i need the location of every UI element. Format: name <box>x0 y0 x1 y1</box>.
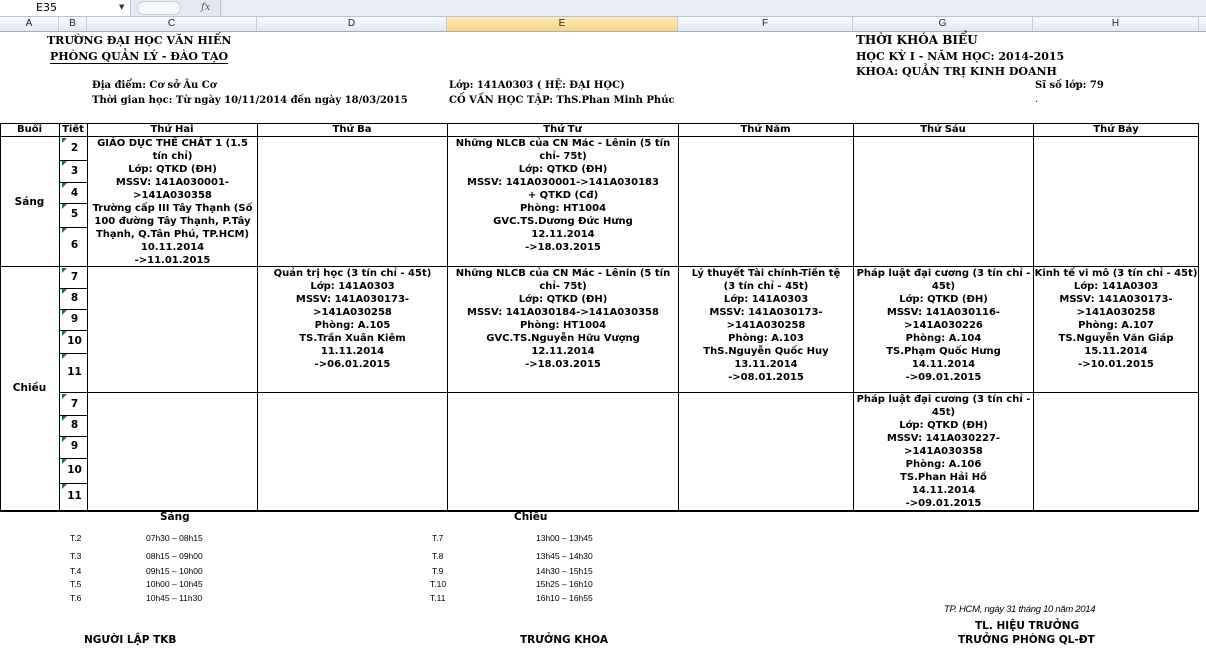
period-5: 5 <box>70 208 79 220</box>
tl-principal: TL. HIỆU TRƯỞNG <box>975 620 1080 632</box>
course-line: Lớp: QTKD (ĐH) <box>518 164 608 175</box>
slot-label: T.7 <box>432 533 444 543</box>
course-line: MSSV: 141A030184->141A030358 <box>467 307 659 318</box>
column-header-bar <box>0 17 1206 32</box>
university-name: TRƯỜNG ĐẠI HỌC VĂN HIẾN <box>47 34 232 47</box>
class-size: Sĩ số lớp: 79 <box>1035 80 1104 91</box>
chevron-down-icon[interactable]: ▼ <box>119 3 125 11</box>
course-line: Phòng: HT1004 <box>519 320 607 331</box>
course-line: Phòng: A.103 <box>728 333 804 344</box>
course-line: MSSV: 141A030173- <box>709 307 823 318</box>
course-line: Lớp: 141A0303 <box>723 294 809 305</box>
course-line: 12.11.2014 <box>531 346 595 357</box>
timetable-creator: NGƯỜI LẬP TKB <box>84 634 177 646</box>
course-line: GVC.TS.Nguyễn Hữu Vượng <box>486 333 640 344</box>
dot-mark: . <box>1035 94 1039 105</box>
slot-time: 08h15 – 09h00 <box>146 551 203 561</box>
function-icon[interactable]: fx <box>201 2 211 13</box>
slot-time: 09h15 – 10h00 <box>146 566 203 576</box>
course-friday-afternoon[interactable] <box>854 267 1033 392</box>
slot-time: 13h00 – 13h45 <box>536 533 593 543</box>
course-line: Lớp: QTKD (ĐH) <box>899 420 988 431</box>
course-line: Lớp: QTKD (ĐH) <box>899 294 988 305</box>
course-line: >141A030258 <box>1076 307 1156 318</box>
slot-label: T.9 <box>432 566 444 576</box>
period-7: 7 <box>70 271 79 283</box>
course-line: Phòng: HT1004 <box>519 203 607 214</box>
slot-time: 14h30 – 15h15 <box>536 566 593 576</box>
column-header-a[interactable]: A <box>0 17 59 31</box>
course-line: MSSV: 141A030116- <box>886 307 1001 318</box>
period-10: 10 <box>67 335 82 347</box>
period-8: 8 <box>70 292 79 304</box>
course-line: chỉ- 75t) <box>539 281 587 292</box>
slot-label: T.11 <box>430 593 446 603</box>
course-line: 15.11.2014 <box>1084 346 1148 357</box>
course-line: TS.Phan Hải Hồ <box>900 472 987 483</box>
header-monday: Thứ Hai <box>150 124 194 135</box>
course-line: Pháp luật đại cương (3 tín chỉ - <box>856 394 1031 405</box>
class-info: Lớp: 141A0303 ( HỆ: ĐẠI HỌC) <box>449 80 625 91</box>
course-line: Phòng: A.106 <box>905 459 982 470</box>
header-saturday: Thứ Bảy <box>1093 124 1139 135</box>
course-saturday-afternoon[interactable] <box>1034 267 1198 392</box>
period-10-b: 10 <box>67 464 82 476</box>
course-line: MSSV: 141A030173- <box>1059 294 1173 305</box>
period-3: 3 <box>70 165 79 177</box>
course-line: MSSV: 141A030173- <box>295 294 410 305</box>
header-buoi: Buổi <box>16 124 43 135</box>
period-6: 6 <box>70 239 79 251</box>
course-line: 13.11.2014 <box>734 359 798 370</box>
course-line: MSSV: 141A030001- <box>115 177 230 188</box>
period-4: 4 <box>70 187 79 199</box>
resize-handle-icon[interactable] <box>137 1 181 15</box>
session-morning: Sáng <box>14 196 45 208</box>
course-wednesday-morning[interactable] <box>448 137 678 266</box>
course-line: >141A030358 <box>904 446 983 457</box>
course-line: Pháp luật đại cương (3 tín chỉ - <box>856 268 1031 279</box>
course-tuesday-afternoon[interactable] <box>258 267 447 392</box>
slot-label: T.4 <box>70 566 82 576</box>
course-line: Thạnh, Q.Tân Phú, TP.HCM) <box>95 229 250 240</box>
column-header-f[interactable]: F <box>678 17 853 31</box>
header-tuesday: Thứ Ba <box>332 124 372 135</box>
slot-label: T.5 <box>70 579 82 589</box>
slot-label: T.10 <box>430 579 447 589</box>
course-line: Phòng: A.104 <box>905 333 982 344</box>
schedule-morning-title: Sáng <box>160 511 190 523</box>
period-9-b: 9 <box>70 440 79 452</box>
course-wednesday-afternoon[interactable] <box>448 267 678 392</box>
slot-time: 13h45 – 14h30 <box>536 551 593 561</box>
page-title: THỜI KHÓA BIỂU <box>856 33 978 47</box>
department-name: PHÒNG QUẢN LÝ - ĐÀO TẠO <box>50 50 229 63</box>
course-line: 12.11.2014 <box>531 229 595 240</box>
course-line: Lớp: 141A0303 <box>310 281 395 292</box>
location: Địa điểm: Cơ sở Âu Cơ <box>92 80 217 91</box>
course-line: 100 đường Tây Thạnh, P.Tây <box>94 216 251 227</box>
course-line: ->11.01.2015 <box>134 255 211 266</box>
course-line: ->08.01.2015 <box>728 372 804 383</box>
faculty: KHOA: QUẢN TRỊ KINH DOANH <box>856 65 1057 78</box>
course-thursday-afternoon[interactable] <box>679 267 853 392</box>
course-line: 14.11.2014 <box>911 359 976 370</box>
course-line: MSSV: 141A030001->141A030183 <box>467 177 659 188</box>
name-box[interactable]: E35 <box>0 0 131 16</box>
course-line: GVC.TS.Dương Đức Hưng <box>493 216 633 227</box>
column-header-h[interactable]: H <box>1033 17 1199 31</box>
slot-time: 16h10 – 16h55 <box>536 593 593 603</box>
column-header-b[interactable]: B <box>59 17 87 31</box>
course-line: ->09.01.2015 <box>905 498 982 509</box>
column-header-c[interactable]: C <box>87 17 257 31</box>
course-line: TS.Nguyễn Văn Giáp <box>1058 333 1174 344</box>
course-line: ->06.01.2015 <box>314 359 391 370</box>
column-header-e[interactable]: E <box>447 17 678 31</box>
course-line: >141A030258 <box>313 307 392 318</box>
course-line: Phòng: A.107 <box>1078 320 1154 331</box>
course-line: 14.11.2014 <box>911 485 976 496</box>
course-line: Phòng: A.105 <box>314 320 391 331</box>
period-11: 11 <box>67 366 82 378</box>
course-line: ->18.03.2015 <box>525 242 601 253</box>
header-friday: Thứ Sáu <box>920 124 966 135</box>
course-line: GIÁO DỤC THỂ CHẤT 1 (1.5 <box>97 138 248 149</box>
slot-label: T.3 <box>70 551 82 561</box>
header-wednesday: Thứ Tư <box>543 124 582 135</box>
course-friday-afternoon-2[interactable] <box>854 393 1033 510</box>
course-line: >141A030226 <box>904 320 983 331</box>
course-line: >141A030358 <box>133 190 212 201</box>
study-period: Thời gian học: Từ ngày 10/11/2014 đến ngày 18/03/2015 <box>92 95 408 106</box>
course-line: Lớp: QTKD (ĐH) <box>128 164 217 175</box>
course-line: Kinh tế vi mô (3 tín chỉ - 45t) <box>1034 268 1198 279</box>
header-thursday: Thứ Năm <box>740 124 791 135</box>
course-line: Lớp: QTKD (ĐH) <box>518 294 608 305</box>
course-monday-morning[interactable] <box>88 137 257 266</box>
slot-label: T.6 <box>70 593 82 603</box>
column-header-d[interactable]: D <box>257 17 447 31</box>
course-line: Những NLCB của CN Mác - Lênin (5 tín <box>455 138 671 149</box>
header-tiet: Tiết <box>62 124 84 135</box>
course-line: (3 tín chỉ - 45t) <box>723 281 809 292</box>
course-line: ->18.03.2015 <box>525 359 601 370</box>
course-line: Lớp: 141A0303 <box>1073 281 1159 292</box>
course-line: Quản trị học (3 tín chỉ - 45t) <box>273 268 432 279</box>
advisor: CỐ VẤN HỌC TẬP: ThS.Phan Minh Phúc <box>449 95 675 106</box>
slot-time: 10h45 – 11h30 <box>146 593 203 603</box>
period-8-b: 8 <box>70 419 79 431</box>
course-line: TS.Phạm Quốc Hưng <box>886 346 1001 357</box>
sign-date: TP. HCM, ngày 31 tháng 10 năm 2014 <box>944 604 1096 615</box>
dean: TRƯỞNG KHOA <box>520 634 608 646</box>
course-line: ->09.01.2015 <box>905 372 982 383</box>
period-2: 2 <box>70 142 79 154</box>
period-7-b: 7 <box>70 398 79 410</box>
schedule-afternoon-title: Chiều <box>514 511 548 523</box>
slot-time: 10h00 – 10h45 <box>146 579 203 589</box>
period-9: 9 <box>70 313 79 325</box>
course-line: 45t) <box>931 281 956 292</box>
formula-bar <box>0 0 1206 17</box>
head-of-office: TRƯỞNG PHÒNG QL-ĐT <box>958 634 1095 646</box>
course-line: + QTKD (Cđ) <box>527 190 599 201</box>
period-11-b: 11 <box>67 490 82 502</box>
course-line: 45t) <box>931 407 956 418</box>
course-line: tín chỉ) <box>152 151 193 162</box>
slot-time: 07h30 – 08h15 <box>146 533 203 543</box>
semester: HỌC KỲ I - NĂM HỌC: 2014-2015 <box>856 50 1065 63</box>
course-line: ThS.Nguyễn Quốc Huy <box>703 346 829 357</box>
course-line: MSSV: 141A030227- <box>886 433 1001 444</box>
course-line: 11.11.2014 <box>320 346 385 357</box>
worksheet[interactable] <box>0 32 1206 655</box>
course-line: Những NLCB của CN Mác - Lênin (5 tín <box>455 268 671 279</box>
course-line: Trường cấp III Tây Thạnh (Số <box>92 203 253 214</box>
course-line: chỉ- 75t) <box>539 151 587 162</box>
course-line: 10.11.2014 <box>140 242 205 253</box>
slot-label: T.8 <box>432 551 444 561</box>
slot-label: T.2 <box>70 533 82 543</box>
column-header-g[interactable]: G <box>853 17 1033 31</box>
course-line: Lý thuyết Tài chính-Tiền tệ <box>691 268 841 279</box>
formula-buttons <box>133 0 221 16</box>
course-line: >141A030258 <box>726 320 806 331</box>
slot-time: 15h25 – 16h10 <box>536 579 593 589</box>
course-line: TS.Trần Xuân Kiêm <box>299 333 406 344</box>
session-afternoon: Chiều <box>12 382 47 394</box>
course-line: ->10.01.2015 <box>1078 359 1154 370</box>
